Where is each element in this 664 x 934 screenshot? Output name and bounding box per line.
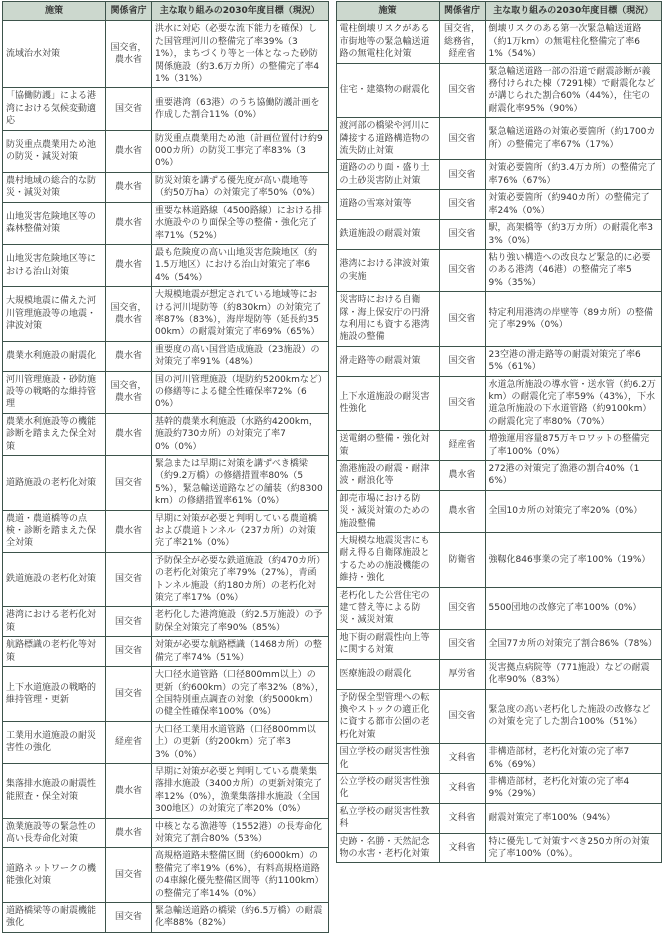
left-table-header <box>3 2 329 21</box>
target-cell: 重要な林道路線（4500路線）における排水施設やのり面保全等の整備・強化完了率71%（52%） <box>152 202 329 244</box>
target-cell: 老朽化した港湾施設（約2.5万施設）の予防保全対策完了率90%（85%） <box>152 607 329 637</box>
column-header-ministry: 関係省庁 <box>106 2 152 21</box>
ministry-cell: 農水省 <box>106 172 152 202</box>
target-cell: 5500団地の改修完了率100%（0%） <box>485 587 662 629</box>
table-row <box>3 456 329 511</box>
measure-cell: 道路橋梁等の耐震機能強化 <box>3 903 106 933</box>
table-row <box>3 371 329 413</box>
target-cell: 早期に対策が必要と判明している農道橋および農道トンネル（237カ所）の対策完了率21%（0%） <box>152 510 329 552</box>
target-cell: 国の河川管理施設（堤防約5200kmなど）の修繕等による健全性確保率72%（60%） <box>152 371 329 413</box>
measure-cell: 史跡・名勝・天然記念物の水害・老朽化対策 <box>336 833 439 863</box>
ministry-cell: 国交省，総務省，経産省 <box>439 21 485 63</box>
table-row <box>336 689 662 744</box>
measure-cell: 国立学校の耐災害性強化 <box>336 744 439 774</box>
right-table-body <box>336 21 662 863</box>
table-row <box>3 21 329 88</box>
target-cell: 早期に対策が必要と判明している農業集落排水施設（3400カ所）の更新対策完了率12%（0%），漁業集落排水施設（全国300地区）の対策完了率20%（0%） <box>152 763 329 818</box>
target-cell: 中核となる漁港等（1552港）の長寿命化対策完了割合80%（53%） <box>152 818 329 848</box>
right-policy-table <box>336 1 663 863</box>
ministry-cell: 国交省 <box>439 249 485 291</box>
table-row <box>336 773 662 803</box>
table-row <box>336 21 662 63</box>
table-row <box>336 533 662 588</box>
ministry-cell: 国交省 <box>106 552 152 607</box>
target-cell: 大口径水道管路（口径800mm以上）の更新（約600km）の完了率32%（8%），全国特別重点調査の対象（約5000km）の健全性確保率100%（0%） <box>152 667 329 722</box>
target-cell: 防災重点農業用ため池（計画位置付け約9000カ所）の防災工事完了率83%（30%） <box>152 130 329 172</box>
target-cell: 倒壊リスクのある第一次緊急輸送道路（約1万km）の無電柱化整備完了率61%（54%） <box>485 21 662 63</box>
measure-cell: 河川管理施設・砂防施設等の戦略的な維持管理 <box>3 371 106 413</box>
target-cell: 災害拠点病院等（771施設）などの耐震化率90%（83%） <box>485 659 662 689</box>
ministry-cell: 農水省 <box>106 510 152 552</box>
ministry-cell: 文科省 <box>439 744 485 774</box>
table-row <box>336 346 662 376</box>
table-row <box>336 118 662 160</box>
measure-cell: 公立学校の耐災害性強化 <box>336 773 439 803</box>
table-row <box>336 249 662 291</box>
measure-cell: 農道・農道橋等の点検・診断を踏まえた保全対策 <box>3 510 106 552</box>
ministry-cell: 文科省 <box>439 803 485 833</box>
ministry-cell: 国交省 <box>106 88 152 130</box>
left-table-body <box>3 21 329 932</box>
ministry-cell: 国交省 <box>439 292 485 347</box>
table-row <box>3 202 329 244</box>
column-header-target: 主な取り組みの2030年度目標（現況） <box>152 2 329 21</box>
table-row <box>3 510 329 552</box>
measure-cell: 上下水道施設の戦略的維持管理・更新 <box>3 667 106 722</box>
ministry-cell: 国交省 <box>106 903 152 933</box>
table-row <box>336 587 662 629</box>
target-cell: 粘り強い構造への改良など緊急的に必要のある港湾（46港）の整備完了率59%（35%） <box>485 249 662 291</box>
ministry-cell: 国交省 <box>439 220 485 250</box>
target-cell: 対策必要箇所（約940カ所）の整備完了率24%（0%） <box>485 190 662 220</box>
ministry-cell: 国交省 <box>439 118 485 160</box>
column-header-measure: 施策 <box>3 2 106 21</box>
table-row <box>3 607 329 637</box>
measure-cell: 農業水利施設の耐震化 <box>3 341 106 371</box>
target-cell: 重要度の高い国営造成施設（23施設）の対策完了率91%（48%） <box>152 341 329 371</box>
table-row <box>3 172 329 202</box>
measure-cell: 大規模な地震災害にも耐え得る自衛隊施設とするための施設機能の維持・強化 <box>336 533 439 588</box>
ministry-cell: 農水省 <box>106 413 152 455</box>
ministry-cell: 国交省 <box>439 190 485 220</box>
table-row <box>3 763 329 818</box>
measure-cell: 港湾における老朽化対策 <box>3 607 106 637</box>
ministry-cell: 農水省 <box>106 130 152 172</box>
column-header-target: 主な取り組みの2030年度目標（現況） <box>485 2 662 21</box>
ministry-cell: 国交省 <box>106 607 152 637</box>
table-row <box>3 413 329 455</box>
target-cell: 対策必要箇所（約3.4万カ所）の整備完了率76%（67%） <box>485 160 662 190</box>
ministry-cell: 農水省 <box>106 244 152 286</box>
ministry-cell: 国交省 <box>439 587 485 629</box>
ministry-cell: 国交省 <box>106 456 152 511</box>
measure-cell: 予防保全型管理への転換やストックの適正化に資する都市公園の老朽化対策 <box>336 689 439 744</box>
target-cell: 最も危険度の高い山地災害危険地区（約1.5万地区）における治山対策完了率64%（54%） <box>152 244 329 286</box>
target-cell: 予防保全が必要な鉄道施設（約470カ所）の老朽化対策完了率79%（27%），青函トンネル施設（約180カ所）の老朽化対策完了率17%（0%） <box>152 552 329 607</box>
measure-cell: 大規模地震に備えた河川管理施設等の地震・津波対策 <box>3 287 106 342</box>
table-row <box>3 903 329 933</box>
table-row <box>336 659 662 689</box>
ministry-cell: 国交省 <box>106 667 152 722</box>
measure-cell: 送電網の整備・強化対策 <box>336 431 439 461</box>
ministry-cell: 国交省 <box>439 689 485 744</box>
ministry-cell: 国交省，農水省 <box>106 371 152 413</box>
ministry-cell: 農水省 <box>106 818 152 848</box>
measure-cell: 工業用水道施設の耐災害性の強化 <box>3 721 106 763</box>
measure-cell: 私立学校の耐災害性教科 <box>336 803 439 833</box>
table-row <box>336 220 662 250</box>
table-row <box>3 552 329 607</box>
target-cell: 全国77カ所の対策完了割合86%（78%） <box>485 629 662 659</box>
header-row <box>336 2 662 21</box>
ministry-cell: 国交省 <box>439 629 485 659</box>
ministry-cell: 農水省 <box>439 461 485 491</box>
measure-cell: 道路ののり面・盛り土の土砂災害防止対策 <box>336 160 439 190</box>
measure-cell: 道路の雪寒対策等 <box>336 190 439 220</box>
target-cell: 272港の対策完了漁港の割合40%（16%） <box>485 461 662 491</box>
target-cell: 全国10カ所の対策完了率20%（0%） <box>485 490 662 532</box>
ministry-cell: 農水省 <box>106 341 152 371</box>
measure-cell: 住宅・建築物の耐震化 <box>336 63 439 118</box>
table-row <box>3 667 329 722</box>
ministry-cell: 国交省，農水省 <box>106 287 152 342</box>
left-policy-table <box>2 1 329 933</box>
target-cell: 耐震対策完了率100%（94%） <box>485 803 662 833</box>
table-row <box>336 803 662 833</box>
target-cell: 洪水に対応（必要な流下能力を確保）した国管理河川の整備完了率39%（31%），まちづくり等と一体となった砂防関係施設（約3.6万カ所）の整備完了率41%（31%） <box>152 21 329 88</box>
measure-cell: 電柱倒壊リスクがある市街地等の緊急輸送道路の無電柱化対策 <box>336 21 439 63</box>
ministry-cell: 国交省 <box>439 346 485 376</box>
table-row <box>336 744 662 774</box>
measure-cell: 航路標識の老朽化等対策 <box>3 637 106 667</box>
table-row <box>336 490 662 532</box>
table-row <box>3 244 329 286</box>
header-row <box>3 2 329 21</box>
target-cell: 緊急または早期に対策を講ずべき橋梁（約9.2万橋）の修繕措置率80%（55%），緊急輸送道路などの舗装（約8300km）の修繕措置率61%（0%） <box>152 456 329 511</box>
target-cell: 駅，高架橋等（約3万カ所）の耐震化率33%（0%） <box>485 220 662 250</box>
ministry-cell: 農水省 <box>106 763 152 818</box>
target-cell: 非構造部材，老朽化対策の完了率76%（69%） <box>485 744 662 774</box>
target-cell: 対策が必要な航路標識（1468カ所）の整備完了率74%（51%） <box>152 637 329 667</box>
table-row <box>336 190 662 220</box>
ministry-cell: 文科省 <box>439 833 485 863</box>
target-cell: 重要港湾（63港）のうち協働防護計画を作成した割合11%（0%） <box>152 88 329 130</box>
measure-cell: 渡河部の橋梁や河川に隣接する道路構造物の流失防止対策 <box>336 118 439 160</box>
table-row <box>3 287 329 342</box>
target-cell: 23空港の滑走路等の耐震対策完了率65%（61%） <box>485 346 662 376</box>
target-cell: 緊急輸送道路の対策必要箇所（約1700カ所）の整備完了率67%（17%） <box>485 118 662 160</box>
measure-cell: 老朽化した公営住宅の建て替え等による防災・減災対策 <box>336 587 439 629</box>
measure-cell: 鉄道施設の耐震対策 <box>336 220 439 250</box>
ministry-cell: 国交省，農水省 <box>106 21 152 88</box>
table-row <box>336 160 662 190</box>
target-cell: 特定利用港湾の岸壁等（89カ所）の整備完了率29%（0%） <box>485 292 662 347</box>
table-row <box>336 833 662 863</box>
ministry-cell: 農水省 <box>439 490 485 532</box>
column-header-ministry: 関係省庁 <box>439 2 485 21</box>
measure-cell: 流域治水対策 <box>3 21 106 88</box>
measure-cell: 港湾における津波対策の実施 <box>336 249 439 291</box>
table-row <box>3 341 329 371</box>
measure-cell: 防災重点農業用ため池の防災・減災対策 <box>3 130 106 172</box>
ministry-cell: 経産省 <box>439 431 485 461</box>
measure-cell: 農業水利施設等の機能診断を踏まえた保全対策 <box>3 413 106 455</box>
table-row <box>336 629 662 659</box>
column-header-measure: 施策 <box>336 2 439 21</box>
ministry-cell: 国交省 <box>439 376 485 431</box>
table-row <box>3 88 329 130</box>
ministry-cell: 国交省 <box>106 637 152 667</box>
measure-cell: 漁港施設の耐震・耐津波・耐浪化等 <box>336 461 439 491</box>
ministry-cell: 厚労省 <box>439 659 485 689</box>
table-row <box>3 848 329 903</box>
ministry-cell: 国交省 <box>439 63 485 118</box>
measure-cell: 上下水道施設の耐災害性強化 <box>336 376 439 431</box>
measure-cell: 災害時における自衛隊・海上保安庁の円滑な利用にも資する港湾施設の整備 <box>336 292 439 347</box>
measure-cell: 集落排水施設の耐震性能照査・保全対策 <box>3 763 106 818</box>
measure-cell: 卸売市場における防災・減災対策のための施設整備 <box>336 490 439 532</box>
table-row <box>336 292 662 347</box>
ministry-cell: 国交省 <box>106 848 152 903</box>
target-cell: 大規模地震が想定されている地域等における河川堤防等（約830km）の対策完了率87%（83%），海岸堤防等（延長約3500km）の耐震対策完了率69%（65%） <box>152 287 329 342</box>
target-cell: 特に優先して対策すべき250カ所の対策完了率100%（0%）。 <box>485 833 662 863</box>
ministry-cell: 経産省 <box>106 721 152 763</box>
table-row <box>336 376 662 431</box>
right-table-header <box>336 2 662 21</box>
ministry-cell: 国交省 <box>439 160 485 190</box>
table-row <box>336 63 662 118</box>
target-cell: 緊急輸送道路の橋梁（約6.5万橋）の耐震化率88%（82%） <box>152 903 329 933</box>
target-cell: 強靱化846事業の完了率100%（19%） <box>485 533 662 588</box>
target-cell: 増強運用容量875万キロワットの整備完了率100%（0%） <box>485 431 662 461</box>
measure-cell: 滑走路等の耐震対策 <box>336 346 439 376</box>
target-cell: 基幹的農業水利施設（水路約4200km，施設約730カ所）の対策完了率70%（0%） <box>152 413 329 455</box>
measure-cell: 山地災害危険地区等の森林整備対策 <box>3 202 106 244</box>
table-row <box>3 721 329 763</box>
table-row <box>3 637 329 667</box>
measure-cell: 道路ネットワークの機能強化対策 <box>3 848 106 903</box>
measure-cell: 地下街の耐震性向上等に関する対策 <box>336 629 439 659</box>
target-cell: 高規格道路未整備区間（約6000km）の整備完了率19%（6%），有料高規格道路の4車線化優先整備区間等（約1100km）の整備完了率14%（0%） <box>152 848 329 903</box>
ministry-cell: 防衛省 <box>439 533 485 588</box>
measure-cell: 農村地域の総合的な防災・減災対策 <box>3 172 106 202</box>
table-row <box>3 818 329 848</box>
ministry-cell: 文科省 <box>439 773 485 803</box>
measure-cell: 漁業施設等の緊急性の高い長寿命化対策 <box>3 818 106 848</box>
measure-cell: 「協働防護」による港湾における気候変動適応 <box>3 88 106 130</box>
target-cell: 非構造部材，老朽化対策の完了率49%（29%） <box>485 773 662 803</box>
table-row <box>336 461 662 491</box>
table-row <box>3 130 329 172</box>
measure-cell: 道路施設の老朽化対策 <box>3 456 106 511</box>
measure-cell: 医療施設の耐震化 <box>336 659 439 689</box>
target-cell: 緊急輸送道路一部の沿道で耐震診断が義務付けられた棟（7291棟）で耐震化などが講じられた割合60%（44%），住宅の耐震化率95%（90%） <box>485 63 662 118</box>
target-cell: 防災対策を講ずる優先度が高い農地等（約50万ha）の対策完了率50%（0%） <box>152 172 329 202</box>
measure-cell: 鉄道施設の老朽化対策 <box>3 552 106 607</box>
measure-cell: 山地災害危険地区等における治山対策 <box>3 244 106 286</box>
target-cell: 水道急所施設の導水管・送水管（約6.2万km）の耐震化完了率59%（43%），下水道急所施設の下水道管路（約9100km）の耐震化完了率80%（70%） <box>485 376 662 431</box>
table-row <box>336 431 662 461</box>
target-cell: 緊急度の高い老朽化した施設の改修などの対策を完了した割合100%（51%） <box>485 689 662 744</box>
ministry-cell: 農水省 <box>106 202 152 244</box>
target-cell: 大口径工業用水道管路（口径800mm以上）の更新（約200km）完了率33%（0%） <box>152 721 329 763</box>
